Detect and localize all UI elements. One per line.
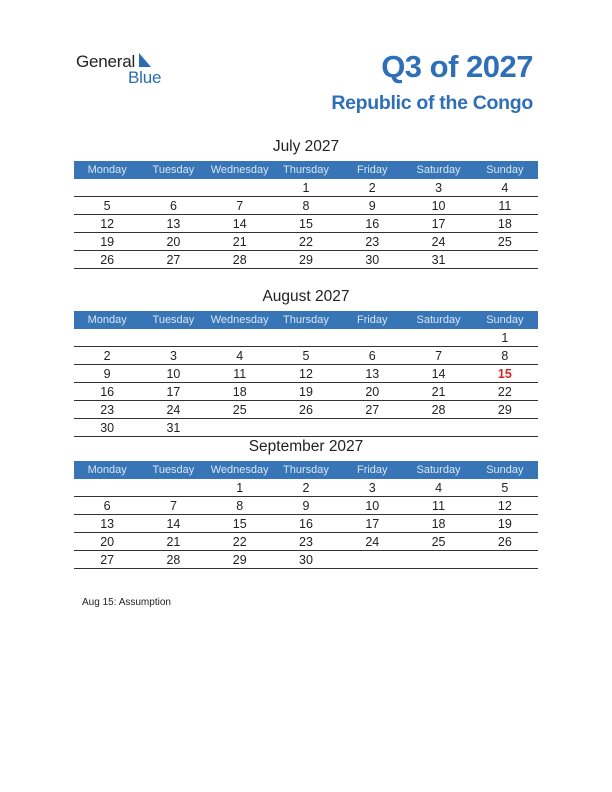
- day-cell: 26: [472, 533, 538, 551]
- weekday-header-row: [74, 311, 538, 329]
- day-cell: 1: [207, 479, 273, 497]
- month-calendar-august: [74, 287, 538, 437]
- day-cell: 28: [207, 251, 273, 269]
- weekday-header: Tuesday: [140, 311, 206, 329]
- day-cell: 6: [74, 497, 140, 515]
- day-cell: 12: [74, 215, 140, 233]
- day-cell: 23: [273, 533, 339, 551]
- day-cell: 28: [140, 551, 206, 569]
- day-cell: 3: [405, 179, 471, 197]
- day-cell: 29: [273, 251, 339, 269]
- day-cell: 25: [472, 233, 538, 251]
- day-cell: 18: [472, 215, 538, 233]
- day-cell: 10: [140, 365, 206, 383]
- day-cell: 24: [339, 533, 405, 551]
- day-cell: 22: [273, 233, 339, 251]
- day-cell: 15: [207, 515, 273, 533]
- day-cell: [140, 179, 206, 197]
- day-cell: 4: [472, 179, 538, 197]
- day-cell: 20: [339, 383, 405, 401]
- month-calendar-september: [74, 437, 538, 569]
- day-cell: [405, 551, 471, 569]
- day-cell: 4: [207, 347, 273, 365]
- day-cell: [472, 251, 538, 269]
- day-cell: 16: [273, 515, 339, 533]
- day-cell: 25: [207, 401, 273, 419]
- day-cell: 5: [472, 479, 538, 497]
- day-cell: [405, 329, 471, 347]
- weekday-header: Friday: [339, 311, 405, 329]
- day-cell: 27: [74, 551, 140, 569]
- weekday-header: Saturday: [405, 311, 471, 329]
- week-row: [74, 179, 538, 197]
- calendar-grid: [74, 461, 538, 569]
- day-cell: 18: [405, 515, 471, 533]
- day-cell: 4: [405, 479, 471, 497]
- calendar-grid: [74, 161, 538, 269]
- day-cell: 21: [140, 533, 206, 551]
- day-cell: [405, 419, 471, 437]
- day-cell: 6: [140, 197, 206, 215]
- day-cell: 2: [74, 347, 140, 365]
- day-cell: 29: [472, 401, 538, 419]
- weekday-header: Saturday: [405, 461, 471, 479]
- day-cell: 20: [140, 233, 206, 251]
- week-row: [74, 419, 538, 437]
- weekday-header: Thursday: [273, 311, 339, 329]
- day-cell: 17: [339, 515, 405, 533]
- day-cell: 11: [472, 197, 538, 215]
- day-cell: 30: [339, 251, 405, 269]
- day-cell: 19: [74, 233, 140, 251]
- week-row: [74, 401, 538, 419]
- week-row: [74, 497, 538, 515]
- day-cell: 27: [339, 401, 405, 419]
- day-cell: 19: [472, 515, 538, 533]
- day-cell: 27: [140, 251, 206, 269]
- day-cell: [140, 329, 206, 347]
- logo-blue-text: Blue: [128, 68, 162, 87]
- day-cell: 17: [140, 383, 206, 401]
- week-row: [74, 251, 538, 269]
- day-cell: 31: [140, 419, 206, 437]
- day-cell: 12: [472, 497, 538, 515]
- day-cell: 22: [472, 383, 538, 401]
- day-cell: [472, 419, 538, 437]
- day-cell: 5: [273, 347, 339, 365]
- day-cell: 5: [74, 197, 140, 215]
- day-cell: [207, 329, 273, 347]
- day-cell: [207, 419, 273, 437]
- country-subtitle: Republic of the Congo: [331, 92, 533, 114]
- day-cell: 10: [339, 497, 405, 515]
- day-cell: 1: [472, 329, 538, 347]
- day-cell: 8: [207, 497, 273, 515]
- day-cell: 26: [273, 401, 339, 419]
- day-cell: 29: [207, 551, 273, 569]
- day-cell: 19: [273, 383, 339, 401]
- day-cell: [273, 329, 339, 347]
- day-cell: 9: [339, 197, 405, 215]
- day-cell: 13: [74, 515, 140, 533]
- day-cell: 23: [339, 233, 405, 251]
- day-cell: 13: [140, 215, 206, 233]
- weekday-header: Monday: [74, 311, 140, 329]
- weekday-header: Wednesday: [207, 461, 273, 479]
- day-cell: 30: [273, 551, 339, 569]
- day-cell: [140, 479, 206, 497]
- day-cell: 16: [339, 215, 405, 233]
- week-row: [74, 479, 538, 497]
- weekday-header: Monday: [74, 461, 140, 479]
- day-cell: 3: [140, 347, 206, 365]
- day-cell: 17: [405, 215, 471, 233]
- page-title: Q3 of 2027: [381, 49, 533, 84]
- day-cell: 15: [472, 365, 538, 383]
- day-cell: 24: [140, 401, 206, 419]
- week-row: [74, 197, 538, 215]
- day-cell: 9: [74, 365, 140, 383]
- month-title: August 2027: [262, 288, 350, 305]
- day-cell: 25: [405, 533, 471, 551]
- day-cell: 11: [207, 365, 273, 383]
- week-row: [74, 515, 538, 533]
- day-cell: 18: [207, 383, 273, 401]
- weekday-header: Tuesday: [140, 161, 206, 179]
- logo-triangle-icon: [139, 53, 151, 67]
- weekday-header: Saturday: [405, 161, 471, 179]
- weekday-header: Wednesday: [207, 161, 273, 179]
- weekday-header: Friday: [339, 461, 405, 479]
- day-cell: 20: [74, 533, 140, 551]
- day-cell: 8: [273, 197, 339, 215]
- day-cell: 11: [405, 497, 471, 515]
- day-cell: 8: [472, 347, 538, 365]
- weekday-header: Sunday: [472, 461, 538, 479]
- day-cell: 3: [339, 479, 405, 497]
- day-cell: [207, 179, 273, 197]
- day-cell: [339, 329, 405, 347]
- day-cell: 14: [405, 365, 471, 383]
- day-cell: [339, 551, 405, 569]
- weekday-header-row: [74, 461, 538, 479]
- day-cell: 7: [207, 197, 273, 215]
- day-cell: 2: [273, 479, 339, 497]
- day-cell: 10: [405, 197, 471, 215]
- generalblue-logo: [76, 52, 186, 92]
- month-calendar-july: [74, 137, 538, 269]
- day-cell: [74, 179, 140, 197]
- week-row: [74, 383, 538, 401]
- week-row: [74, 365, 538, 383]
- month-title: September 2027: [248, 438, 364, 455]
- week-row: [74, 329, 538, 347]
- day-cell: 14: [140, 515, 206, 533]
- day-cell: 30: [74, 419, 140, 437]
- day-cell: [339, 419, 405, 437]
- day-cell: 6: [339, 347, 405, 365]
- day-cell: 13: [339, 365, 405, 383]
- week-row: [74, 533, 538, 551]
- day-cell: 7: [140, 497, 206, 515]
- weekday-header: Monday: [74, 161, 140, 179]
- day-cell: 1: [273, 179, 339, 197]
- day-cell: 21: [405, 383, 471, 401]
- day-cell: [273, 419, 339, 437]
- day-cell: 23: [74, 401, 140, 419]
- week-row: [74, 551, 538, 569]
- weekday-header: Thursday: [273, 461, 339, 479]
- day-cell: [472, 551, 538, 569]
- day-cell: 28: [405, 401, 471, 419]
- logo-general-text: General: [76, 52, 136, 71]
- weekday-header: Thursday: [273, 161, 339, 179]
- day-cell: 2: [339, 179, 405, 197]
- calendar-grid: [74, 311, 538, 437]
- weekday-header: Friday: [339, 161, 405, 179]
- day-cell: 16: [74, 383, 140, 401]
- day-cell: [74, 329, 140, 347]
- week-row: [74, 347, 538, 365]
- weekday-header: Sunday: [472, 161, 538, 179]
- weekday-header: Wednesday: [207, 311, 273, 329]
- week-row: [74, 215, 538, 233]
- day-cell: 22: [207, 533, 273, 551]
- month-title: July 2027: [272, 138, 340, 155]
- week-row: [74, 233, 538, 251]
- weekday-header: Tuesday: [140, 461, 206, 479]
- day-cell: 12: [273, 365, 339, 383]
- day-cell: 15: [273, 215, 339, 233]
- day-cell: 24: [405, 233, 471, 251]
- weekday-header-row: [74, 161, 538, 179]
- day-cell: 21: [207, 233, 273, 251]
- weekday-header: Sunday: [472, 311, 538, 329]
- day-cell: 9: [273, 497, 339, 515]
- day-cell: 31: [405, 251, 471, 269]
- holiday-note: Aug 15: Assumption: [82, 597, 171, 608]
- day-cell: [74, 479, 140, 497]
- day-cell: 26: [74, 251, 140, 269]
- day-cell: 14: [207, 215, 273, 233]
- day-cell: 7: [405, 347, 471, 365]
